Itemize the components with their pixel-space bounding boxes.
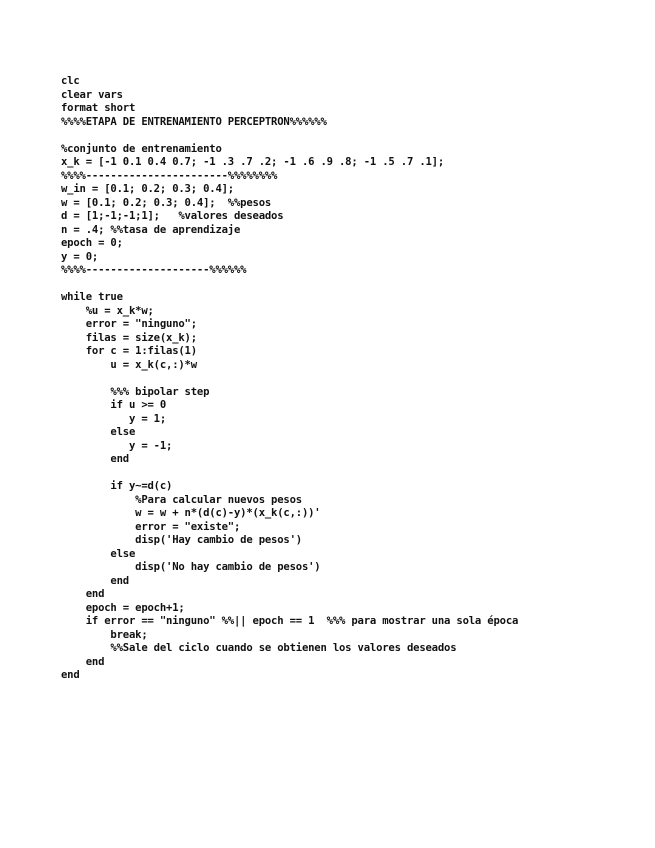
code-line: if y~=d(c) [61,480,173,492]
code-line: error = "ninguno"; [61,318,197,330]
code-line: y = -1; [61,439,173,452]
code-line: clear vars [61,88,123,101]
code-line: filas = size(x_k); [61,331,197,344]
code-line: end [61,588,105,600]
code-line: %%%%--------------------%%%%%% [61,264,247,276]
code-line: else [61,547,136,560]
code-line: %%Sale del ciclo cuando se obtienen los valores deseados [61,642,457,654]
code-line: else [61,426,136,438]
code-line: w = [0.1; 0.2; 0.3; 0.4]; %%pesos [61,196,272,209]
code-line: clc [61,75,80,87]
code-line: w = w + n*(d(c)-y)*(x_k(c,:))' [61,507,321,519]
code-line: %%%%ETAPA DE ENTRENAMIENTO PERCEPTRON%%%%%% [61,115,327,128]
code-line: x_k = [-1 0.1 0.4 0.7; -1 .3 .7 .2; -1 .6 .9 .8; -1 .5 .7 .1]; [61,156,445,168]
code-block [61,75,641,683]
code-line: u = x_k(c,:)*w [61,358,197,371]
code-line: %%% bipolar step [61,385,210,398]
code-line: disp('No hay cambio de pesos') [61,561,321,573]
code-line: %u = x_k*w; [61,304,154,317]
code-line: while true [61,291,123,303]
code-line: end [61,669,80,681]
code-line [61,129,641,143]
code-line: w_in = [0.1; 0.2; 0.3; 0.4]; [61,183,234,195]
code-line: if error == "ninguno" %%|| epoch == 1 %%% para mostrar una sola época [61,615,519,627]
code-line: if u >= 0 [61,399,167,411]
code-line: end [61,453,129,465]
code-line: for c = 1:filas(1) [61,345,197,357]
code-line: epoch = epoch+1; [61,601,185,614]
code-line: %conjunto de entrenamiento [61,142,222,155]
code-line [61,467,641,481]
code-line: break; [61,628,148,641]
code-line: end [61,655,105,668]
code-line: %Para calcular nuevos pesos [61,493,302,506]
code-line: %%%%-----------------------%%%%%%%% [61,169,278,182]
code-line: format short [61,102,136,114]
code-line: disp('Hay cambio de pesos') [61,534,302,546]
code-line: d = [1;-1;-1;1]; %valores deseados [61,210,284,222]
code-line: y = 1; [61,412,167,425]
code-line: end [61,574,129,587]
code-line: epoch = 0; [61,237,123,249]
code-line: error = "existe"; [61,520,241,533]
code-line: y = 0; [61,250,99,263]
code-line [61,372,641,386]
code-line: n = .4; %%tasa de aprendizaje [61,223,241,236]
code-line [61,278,641,292]
